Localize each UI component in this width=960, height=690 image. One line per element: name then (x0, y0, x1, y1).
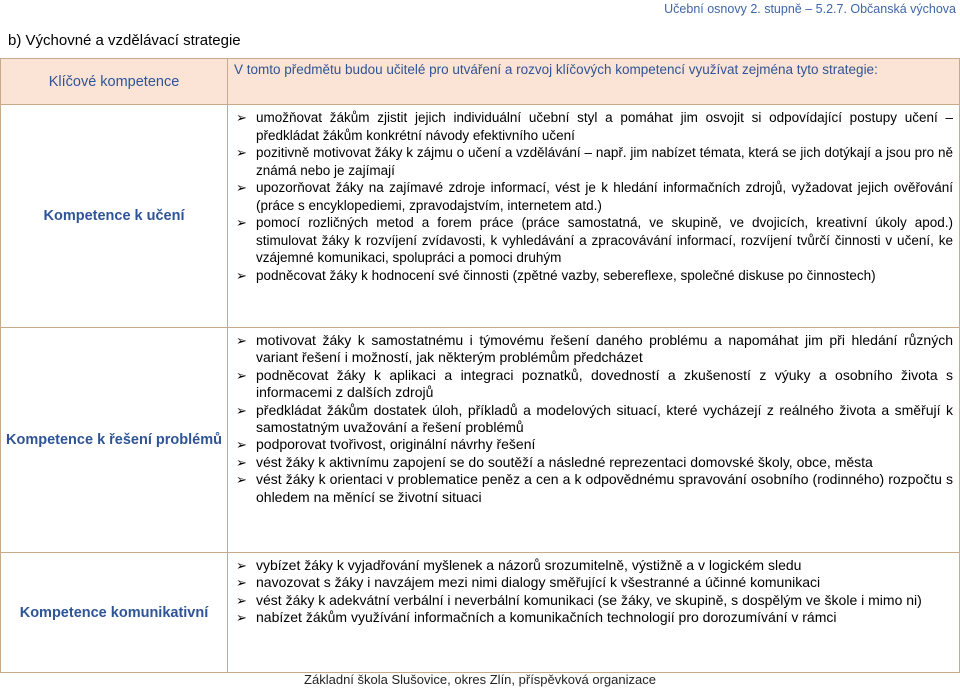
table-row-communication (1, 553, 960, 673)
list-item (232, 454, 953, 471)
row-label-learning: Kompetence k učení (1, 105, 228, 328)
row-content-problem-solving (228, 328, 960, 553)
list-item (232, 592, 953, 609)
list-item-text: pozitivně motivovat žáky k zájmu o učení a vzdělávání – např. jim nabízet témata, která se jich dotýkají a jsou pro ně známá nebo je zajímají (256, 145, 953, 178)
list-item-text: navozovat s žáky i navzájem mezi nimi dialogy směřující k všestranné a účinné komunikaci (256, 574, 821, 591)
row-label-problem-solving: Kompetence k řešení problémů (1, 328, 228, 553)
arrow-bullet-icon: ➢ (236, 402, 247, 418)
list-item-text: podněcovat žáky k hodnocení své činnosti (zpětné vazby, sebereflexe, společné diskuse po činnostech) (256, 267, 876, 283)
arrow-bullet-icon: ➢ (236, 558, 247, 573)
table-row-learning (1, 105, 960, 328)
row-content-communication (228, 553, 960, 673)
row-content-learning (228, 105, 960, 328)
arrow-bullet-icon: ➢ (236, 145, 247, 160)
list-item-text: vybízet žáky k vyjadřování myšlenek a názorů srozumitelně, výstižně a v logickém sledu (256, 557, 802, 573)
arrow-bullet-icon: ➢ (236, 592, 247, 608)
arrow-bullet-icon: ➢ (236, 367, 247, 383)
list-item (232, 144, 953, 179)
list-item (232, 267, 953, 285)
strategy-list-problem-solving (232, 332, 953, 506)
page-footer: Základní škola Slušovice, okres Zlín, příspěvková organizace (304, 672, 656, 687)
strategy-list-communication (232, 557, 953, 627)
arrow-bullet-icon: ➢ (236, 472, 247, 488)
list-item-text: motivovat žáky k samostatnému i týmovému řešení daného problému a napomáhat jim při hledání různých variant řešení i možností, jak některým problémům předcházet (256, 332, 953, 366)
list-item (232, 471, 953, 506)
list-item (232, 214, 953, 267)
list-item-text: podněcovat žáky k aplikaci a integraci poznatků, dovedností a zkušeností z výuky a osobního života s informacemi z dalších zdrojů (256, 366, 953, 401)
list-item-text: vést žáky k aktivnímu zapojení se do soutěží a následné reprezentaci domovské školy, obce, města (256, 453, 873, 470)
section-title: b) Výchovné a vzdělávací strategie (8, 32, 241, 49)
arrow-bullet-icon: ➢ (236, 333, 247, 348)
arrow-bullet-icon: ➢ (236, 575, 247, 591)
list-item-text: pomocí rozličných metod a forem práce (práce samostatná, ve skupině, ve dvojicích, kreativní úkoly apod.) stimulovat žáky k rozvíjení zvídavosti, k vyhledávání a zpracovávání informací, rozvíjení tvůrčí činnosti v učení, ke vzájemné komunikaci, spolupráci a pomoci druhým (256, 215, 953, 265)
list-item (232, 402, 953, 437)
table-head-left: Klíčové kompetence (1, 59, 228, 105)
list-item-text: umožňovat žákům zjistit jejich individuální učební styl a pomáhat jim osvojit si odpovídající postupy učení – předkládat žákům konkrétní návody efektivního učení (256, 110, 953, 143)
arrow-bullet-icon: ➢ (236, 437, 247, 453)
arrow-bullet-icon: ➢ (236, 454, 247, 470)
list-item-text: vést žáky k adekvátní verbální i neverbální komunikaci (se žáky, ve skupině, s dospělým ve škole i mimo ni) (256, 591, 922, 608)
strategies-table (0, 58, 960, 673)
strategy-list-learning (232, 109, 953, 284)
arrow-bullet-icon: ➢ (236, 180, 247, 195)
arrow-bullet-icon: ➢ (236, 215, 247, 230)
list-item-text: vést žáky k orientaci v problematice peněz a cen a k odpovědnému spravování osobního (rodinného) rozpočtu s ohledem na měnící se životní situaci (256, 471, 953, 505)
table-row-problem-solving (1, 328, 960, 553)
list-item (232, 574, 953, 591)
list-item (232, 332, 953, 367)
list-item-text: podporovat tvořivost, originální návrhy řešení (256, 436, 536, 453)
table-head-right: V tomto předmětu budou učitelé pro utváření a rozvoj klíčových kompetencí využívat zejména tyto strategie: (228, 59, 960, 105)
arrow-bullet-icon: ➢ (236, 610, 247, 626)
list-item (232, 436, 953, 453)
list-item (232, 609, 953, 626)
list-item (232, 367, 953, 402)
list-item-text: předkládat žákům dostatek úloh, příkladů a modelových situací, které vycházejí z reálného života a směřují k samostatným uvažování a řešení problémů (256, 401, 953, 436)
header-document-title: Učební osnovy 2. stupně – 5.2.7. Občanská výchova (664, 2, 956, 16)
list-item-text: nabízet žákům využívání informačních a komunikačních technologií pro dorozumívání v rámci (256, 609, 837, 626)
list-item-text: upozorňovat žáky na zajímavé zdroje informací, vést je k hledání informačních zdrojů, vyžadovat jejich ověřování (práce s encyklopediemi, zpravodajstvím, internetem atd.) (256, 180, 953, 213)
arrow-bullet-icon: ➢ (236, 267, 247, 283)
list-item (232, 179, 953, 214)
list-item (232, 109, 953, 144)
list-item (232, 557, 953, 574)
row-label-communication: Kompetence komunikativní (1, 553, 228, 673)
arrow-bullet-icon: ➢ (236, 110, 247, 125)
table-head-row (1, 59, 960, 105)
